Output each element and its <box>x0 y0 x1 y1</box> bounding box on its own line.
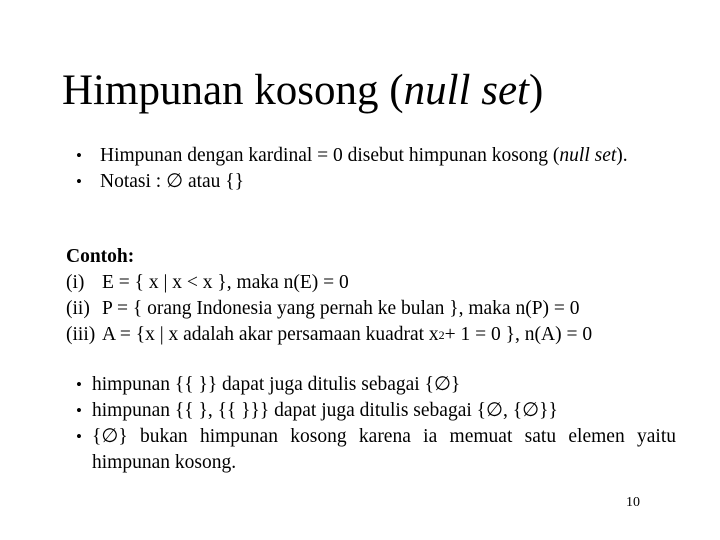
example-row: (i) E = { x | x < x }, maka n(E) = 0 <box>66 272 349 293</box>
title-italic: null set <box>403 67 530 114</box>
examples-heading: Contoh: <box>66 246 135 267</box>
slide-title: Himpunan kosong (null set) <box>62 67 544 114</box>
example-row: (iii) A = {x | x adalah akar persamaan kuadrat x 2 + 1 = 0 }, n(A) = 0 <box>66 324 593 345</box>
bullet-icon: • <box>76 401 82 420</box>
bullet-icon: • <box>76 427 82 446</box>
bullet-icon: • <box>76 146 82 165</box>
bullet-note: • himpunan {{ }, {{ }}} dapat juga ditulis sebagai {∅, {∅}} <box>66 398 676 424</box>
notes-bullets <box>66 372 676 476</box>
definition-bullets <box>66 143 676 195</box>
bullet-note: • himpunan {{ }} dapat juga ditulis sebagai {∅} <box>66 372 676 398</box>
bullet-note: • {∅} bukan himpunan kosong karena ia memuat satu elemen yaitu himpunan kosong. <box>66 424 676 476</box>
example-row: (ii) P = { orang Indonesia yang pernah ke bulan }, maka n(P) = 0 <box>66 298 580 319</box>
bullet-icon: • <box>76 172 82 191</box>
bullet-icon: • <box>76 375 82 394</box>
bullet-definition: • Himpunan dengan kardinal = 0 disebut himpunan kosong (null set). <box>66 143 676 169</box>
bullet-notation: • Notasi : ∅ atau {} <box>66 169 676 195</box>
page-number: 10 <box>626 495 640 510</box>
examples <box>66 244 706 348</box>
